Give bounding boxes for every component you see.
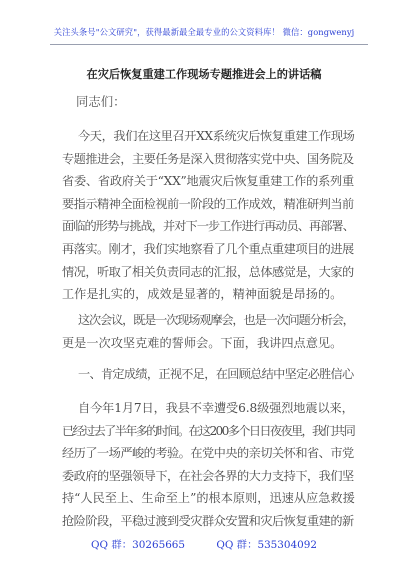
header-divider <box>50 44 368 45</box>
paragraph-3 <box>62 397 354 533</box>
header-banner: 关注头条号"公文研究"，获得最新最全最专业的公文资料库！ 微信：gongwenyj <box>53 27 355 37</box>
paragraph-line: 自今年1月7日，我县不幸遭受6.8级强烈地震以来， <box>78 401 354 415</box>
paragraph-line: 持“人民至上、生命至上”的根本原则，迅速从应急救援 <box>62 491 355 506</box>
paragraph-line: 已经过去了半年多的时间。在这200多个日日夜夜里，我们共同 <box>62 423 355 438</box>
paragraph-line: 面临的形势与挑战，并对下一步工作进行再动员、再部署、 <box>62 219 354 234</box>
paragraph-line: 再落实。刚才，我们实地察看了几个重点重建项目的进展 <box>62 241 354 256</box>
paragraph-line: 经历了一场严峻的考验。在党中央的亲切关怀和省、市党 <box>62 446 354 461</box>
paragraph-1 <box>62 125 354 306</box>
paragraph-line: 今天，我们在这里召开XX系统灾后恢复重建工作现场 <box>78 129 355 143</box>
paragraph-line: 要指示精神全面检视前一阶段的工作成效，精准研判当前 <box>62 196 354 211</box>
paragraph-line: 情况，听取了相关负责同志的汇报，总体感觉是，大家的 <box>62 264 354 279</box>
paragraph-line: 专题推进会，主要任务是深入贯彻落实党中央、国务院及 <box>62 151 354 166</box>
section-heading-text: 一、肯定成绩，正视不足，在回顾总结中坚定必胜信心 <box>78 367 354 381</box>
footer-qq-group-2: QQ 群：535304092 <box>216 539 317 551</box>
paragraph-line: 委政府的坚强领导下，在社会各界的大力支持下，我们坚 <box>62 468 354 483</box>
document-title: 在灾后恢复重建工作现场专题推进会上的讲话稿 <box>86 67 322 81</box>
footer-qq-group-1: QQ 群：30265665 <box>91 539 186 551</box>
paragraph-line: 更是一次攻坚克难的誓师会。下面，我讲四点意见。 <box>62 335 343 350</box>
paragraph-line: 这次会议，既是一次现场观摩会，也是一次问题分析会， <box>78 313 354 327</box>
paragraph-line: 工作是扎实的，成效是显著的，精神面貌是昂扬的。 <box>62 287 343 302</box>
salutation: 同志们： <box>76 94 126 109</box>
paragraph-line: 抢险阶段，平稳过渡到受灾群众安置和灾后恢复重建的新 <box>62 513 354 528</box>
section-heading <box>62 363 354 386</box>
paragraph-line: 省委、省政府关于“XX”地震灾后恢复重建工作的系列重 <box>62 174 354 189</box>
paragraph-2 <box>62 309 354 354</box>
footer-contacts <box>0 536 408 551</box>
